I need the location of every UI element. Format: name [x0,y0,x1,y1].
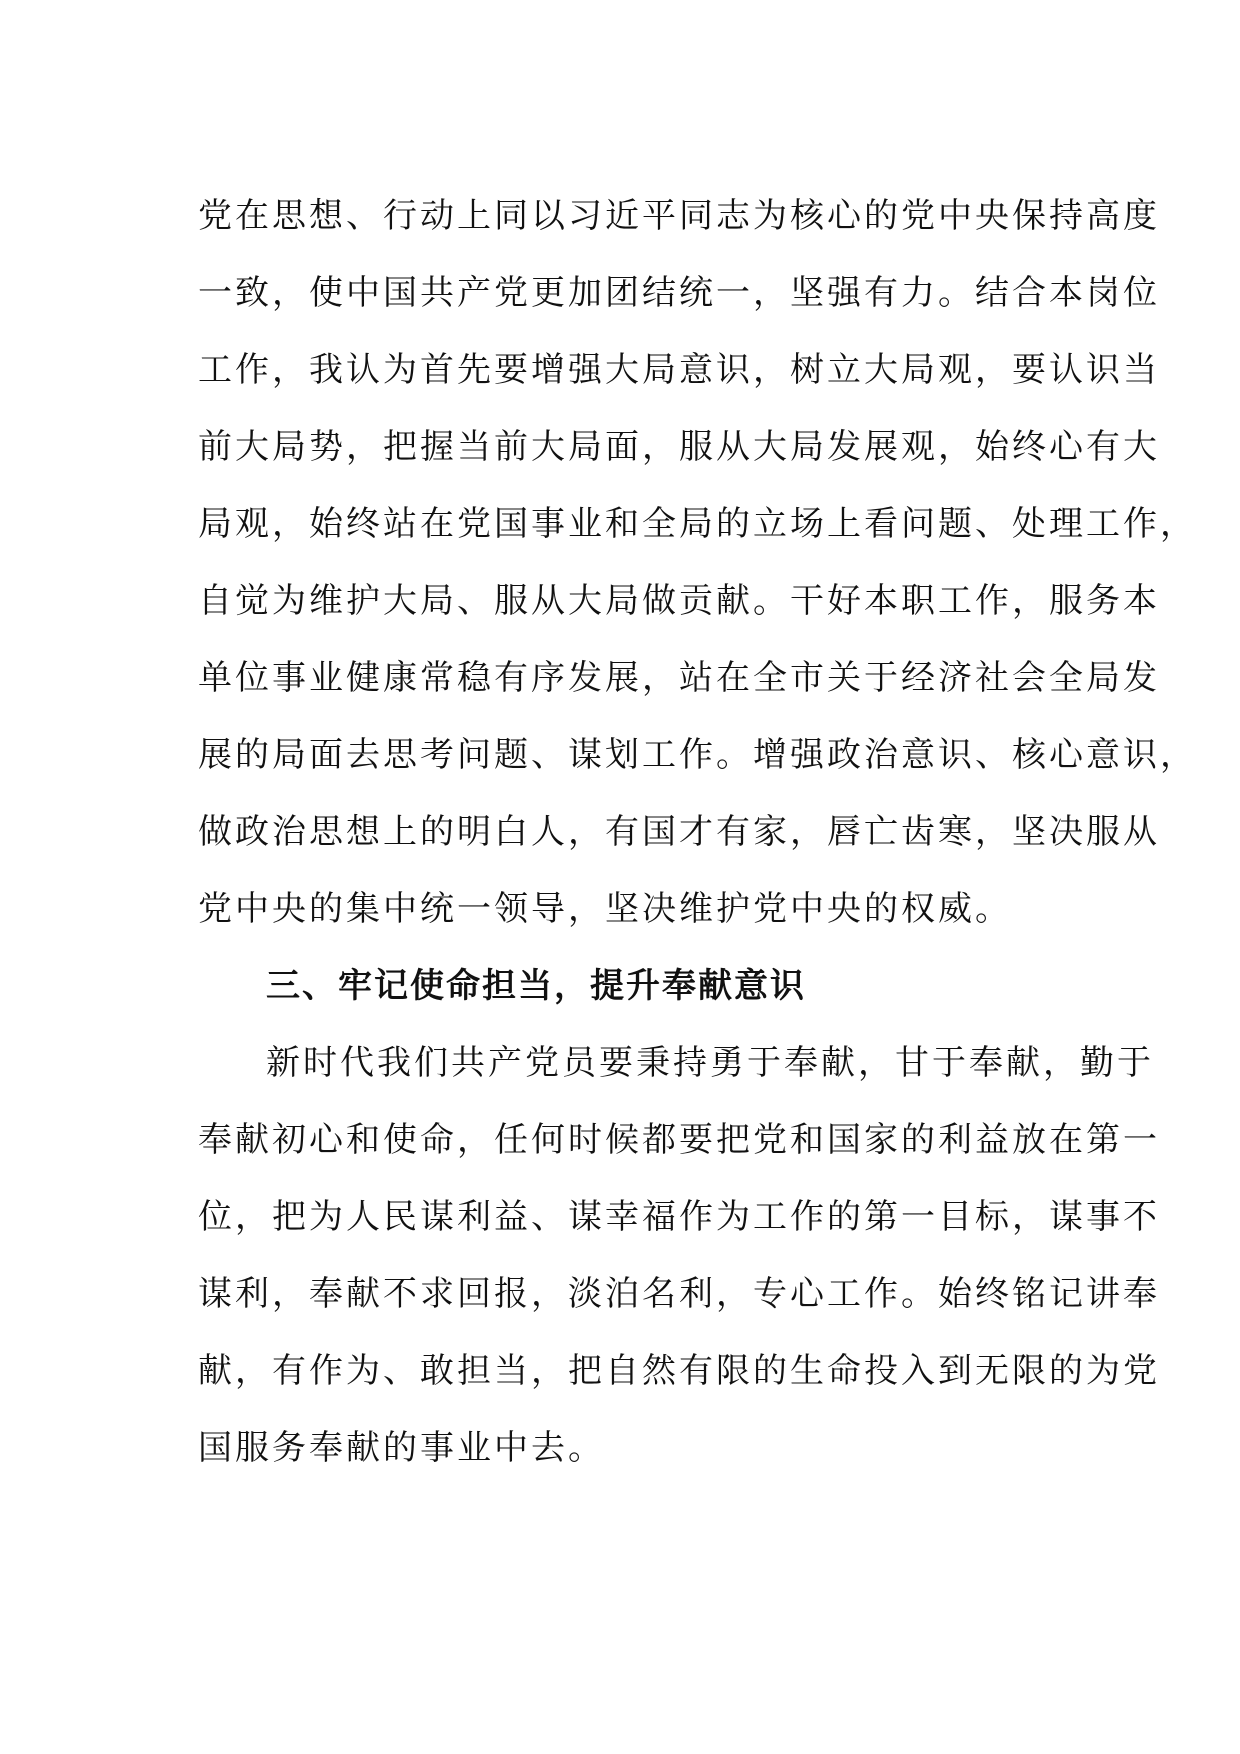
paragraph-line: 一致，使中国共产党更加团结统一，坚强有力。结合本岗位 [198,273,1160,313]
paragraph-line: 献，有作为、敢担当，把自然有限的生命投入到无限的为党 [198,1351,1160,1391]
paragraph-line: 自觉为维护大局、服从大局做贡献。干好本职工作，服务本 [198,581,1160,621]
paragraph-line: 国服务奉献的事业中去。 [198,1428,605,1468]
paragraph-line: 党中央的集中统一领导，坚决维护党中央的权威。 [198,889,1012,929]
paragraph-line: 谋利，奉献不求回报，淡泊名利，专心工作。始终铭记讲奉 [198,1274,1160,1314]
paragraph-line: 奉献初心和使命，任何时候都要把党和国家的利益放在第一 [198,1120,1160,1160]
document-body [198,178,1197,1487]
paragraph-2 [198,1025,1160,1487]
paragraph-line: 单位事业健康常稳有序发展，站在全市关于经济社会全局发 [198,658,1160,698]
section-heading: 三、牢记使命担当，提升奉献意识 [266,966,806,1006]
paragraph-line: 展的局面去思考问题、谋划工作。增强政治意识、核心意识， [198,735,1197,775]
paragraph-line: 做政治思想上的明白人，有国才有家，唇亡齿寒，坚决服从 [198,812,1160,852]
paragraph-1 [198,178,1197,948]
paragraph-line: 党在思想、行动上同以习近平同志为核心的党中央保持高度 [198,196,1160,236]
paragraph-line: 新时代我们共产党员要秉持勇于奉献，甘于奉献，勤于 [266,1043,1154,1083]
paragraph-line: 局观，始终站在党国事业和全局的立场上看问题、处理工作， [198,504,1197,544]
paragraph-line: 工作，我认为首先要增强大局意识，树立大局观，要认识当 [198,350,1160,390]
paragraph-line: 位，把为人民谋利益、谋幸福作为工作的第一目标，谋事不 [198,1197,1160,1237]
paragraph-line: 前大局势，把握当前大局面，服从大局发展观，始终心有大 [198,427,1160,467]
